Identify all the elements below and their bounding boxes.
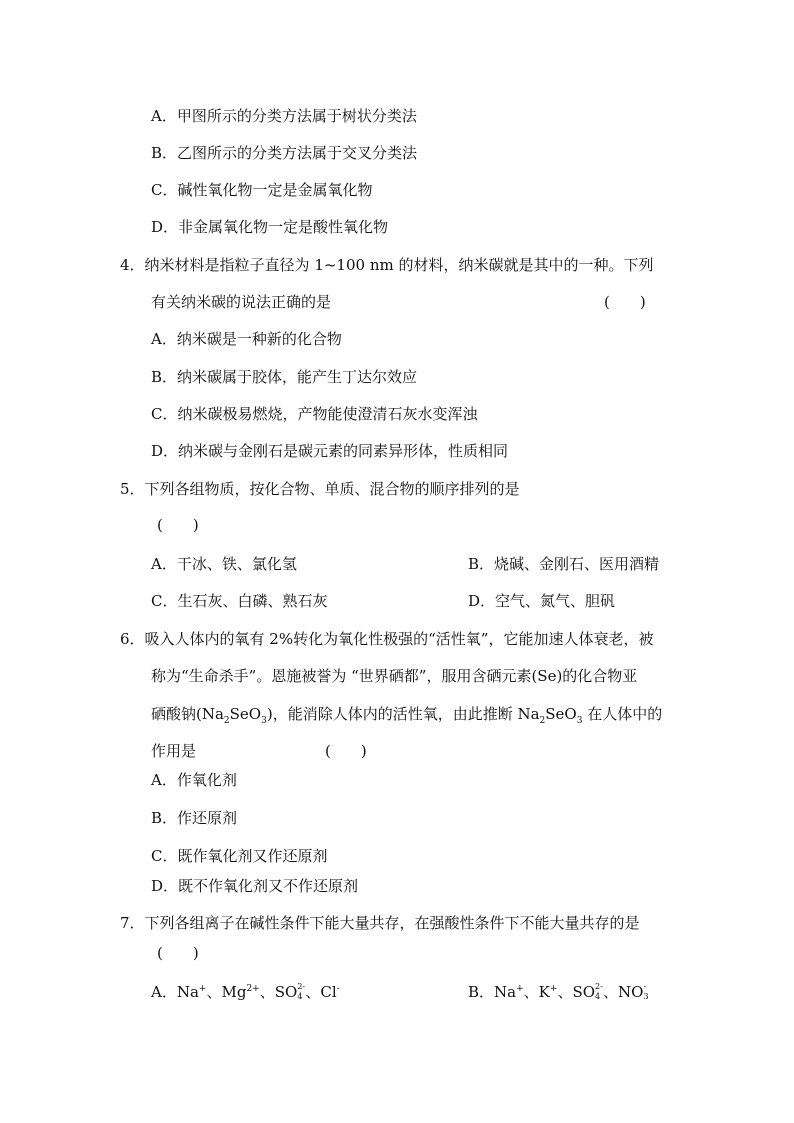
q3-option-d: D．非金属氧化物一定是酸性氧化物 bbox=[151, 218, 389, 236]
q7-option-a: A．Na+、$Mg^{2+}$、SO 2- 4 、Cl- bbox=[151, 982, 340, 1001]
q6-stem-line4: 作用是 bbox=[151, 742, 197, 760]
q3-option-a: A．甲图所示的分类方法属于树状分类法 bbox=[151, 107, 417, 125]
q6-answer-paren: ( ) bbox=[325, 742, 367, 760]
q5-option-b: B．烧碱、金刚石、医用酒精 bbox=[468, 555, 660, 573]
q6-stem-line2: 称为“生命杀手”。恩施被誉为 “世界硒都”，服用含硒元素(Se)的化合物亚 bbox=[151, 667, 638, 685]
q5-option-a: A．干冰、铁、氯化氢 bbox=[151, 555, 297, 573]
q7-option-b: B．Na+、K+、SO 2- 4 、NO - 3 bbox=[468, 982, 651, 1002]
q6-stem-line3: 硒酸钠$(Na_2SeO_3)$，能消除人体内的活性氧，由此推断 $Na_2SeO_3$ 在人体中的 bbox=[151, 705, 663, 726]
q4-answer-paren: ( ) bbox=[604, 293, 646, 311]
q6-stem-line1: 6．吸入人体内的氧有 2%转化为氧化性极强的“活性氧”，它能加速人体衰老，被 bbox=[120, 630, 654, 648]
q3-option-b: B．乙图所示的分类方法属于交叉分类法 bbox=[151, 144, 418, 162]
q5-stem: 5．下列各组物质，按化合物、单质、混合物的顺序排列的是 bbox=[120, 480, 520, 498]
q7-answer-paren: ( ) bbox=[157, 944, 199, 962]
q5-option-d: D．空气、氮气、胆矾 bbox=[468, 592, 616, 610]
sulfate-charge: 2- 4 bbox=[595, 982, 603, 1001]
sulfate-charge: 2- 4 bbox=[297, 982, 306, 1001]
q3-option-c: C．碱性氧化物一定是金属氧化物 bbox=[151, 181, 373, 199]
q4-stem-line1: 4．纳米材料是指粒子直径为 1~100 nm 的材料，纳米碳就是其中的一种。下列 bbox=[120, 256, 654, 274]
q6-option-a: A．作氧化剂 bbox=[151, 771, 237, 789]
q4-option-b: B．纳米碳属于胶体，能产生丁达尔效应 bbox=[151, 368, 418, 386]
q6-option-b: B．作还原剂 bbox=[151, 809, 238, 827]
q4-stem-line2: 有关纳米碳的说法正确的是 bbox=[151, 293, 332, 311]
q7-stem: 7．下列各组离子在碱性条件下能大量共存，在强酸性条件下不能大量共存的是 bbox=[120, 914, 640, 932]
q6-option-c: C．既作氧化剂又作还原剂 bbox=[151, 847, 328, 865]
q4-option-a: A．纳米碳是一种新的化合物 bbox=[151, 330, 342, 348]
q4-option-c: C．纳米碳极易燃烧，产物能使澄清石灰水变浑浊 bbox=[151, 405, 478, 423]
nitrate-charge: - 3 bbox=[643, 982, 649, 1001]
q5-option-c: C．生石灰、白磷、熟石灰 bbox=[151, 592, 328, 610]
q5-answer-paren: ( ) bbox=[157, 516, 199, 534]
q6-option-d: D．既不作氧化剂又不作还原剂 bbox=[151, 877, 359, 895]
q4-option-d: D．纳米碳与金刚石是碳元素的同素异形体，性质相同 bbox=[151, 442, 509, 460]
